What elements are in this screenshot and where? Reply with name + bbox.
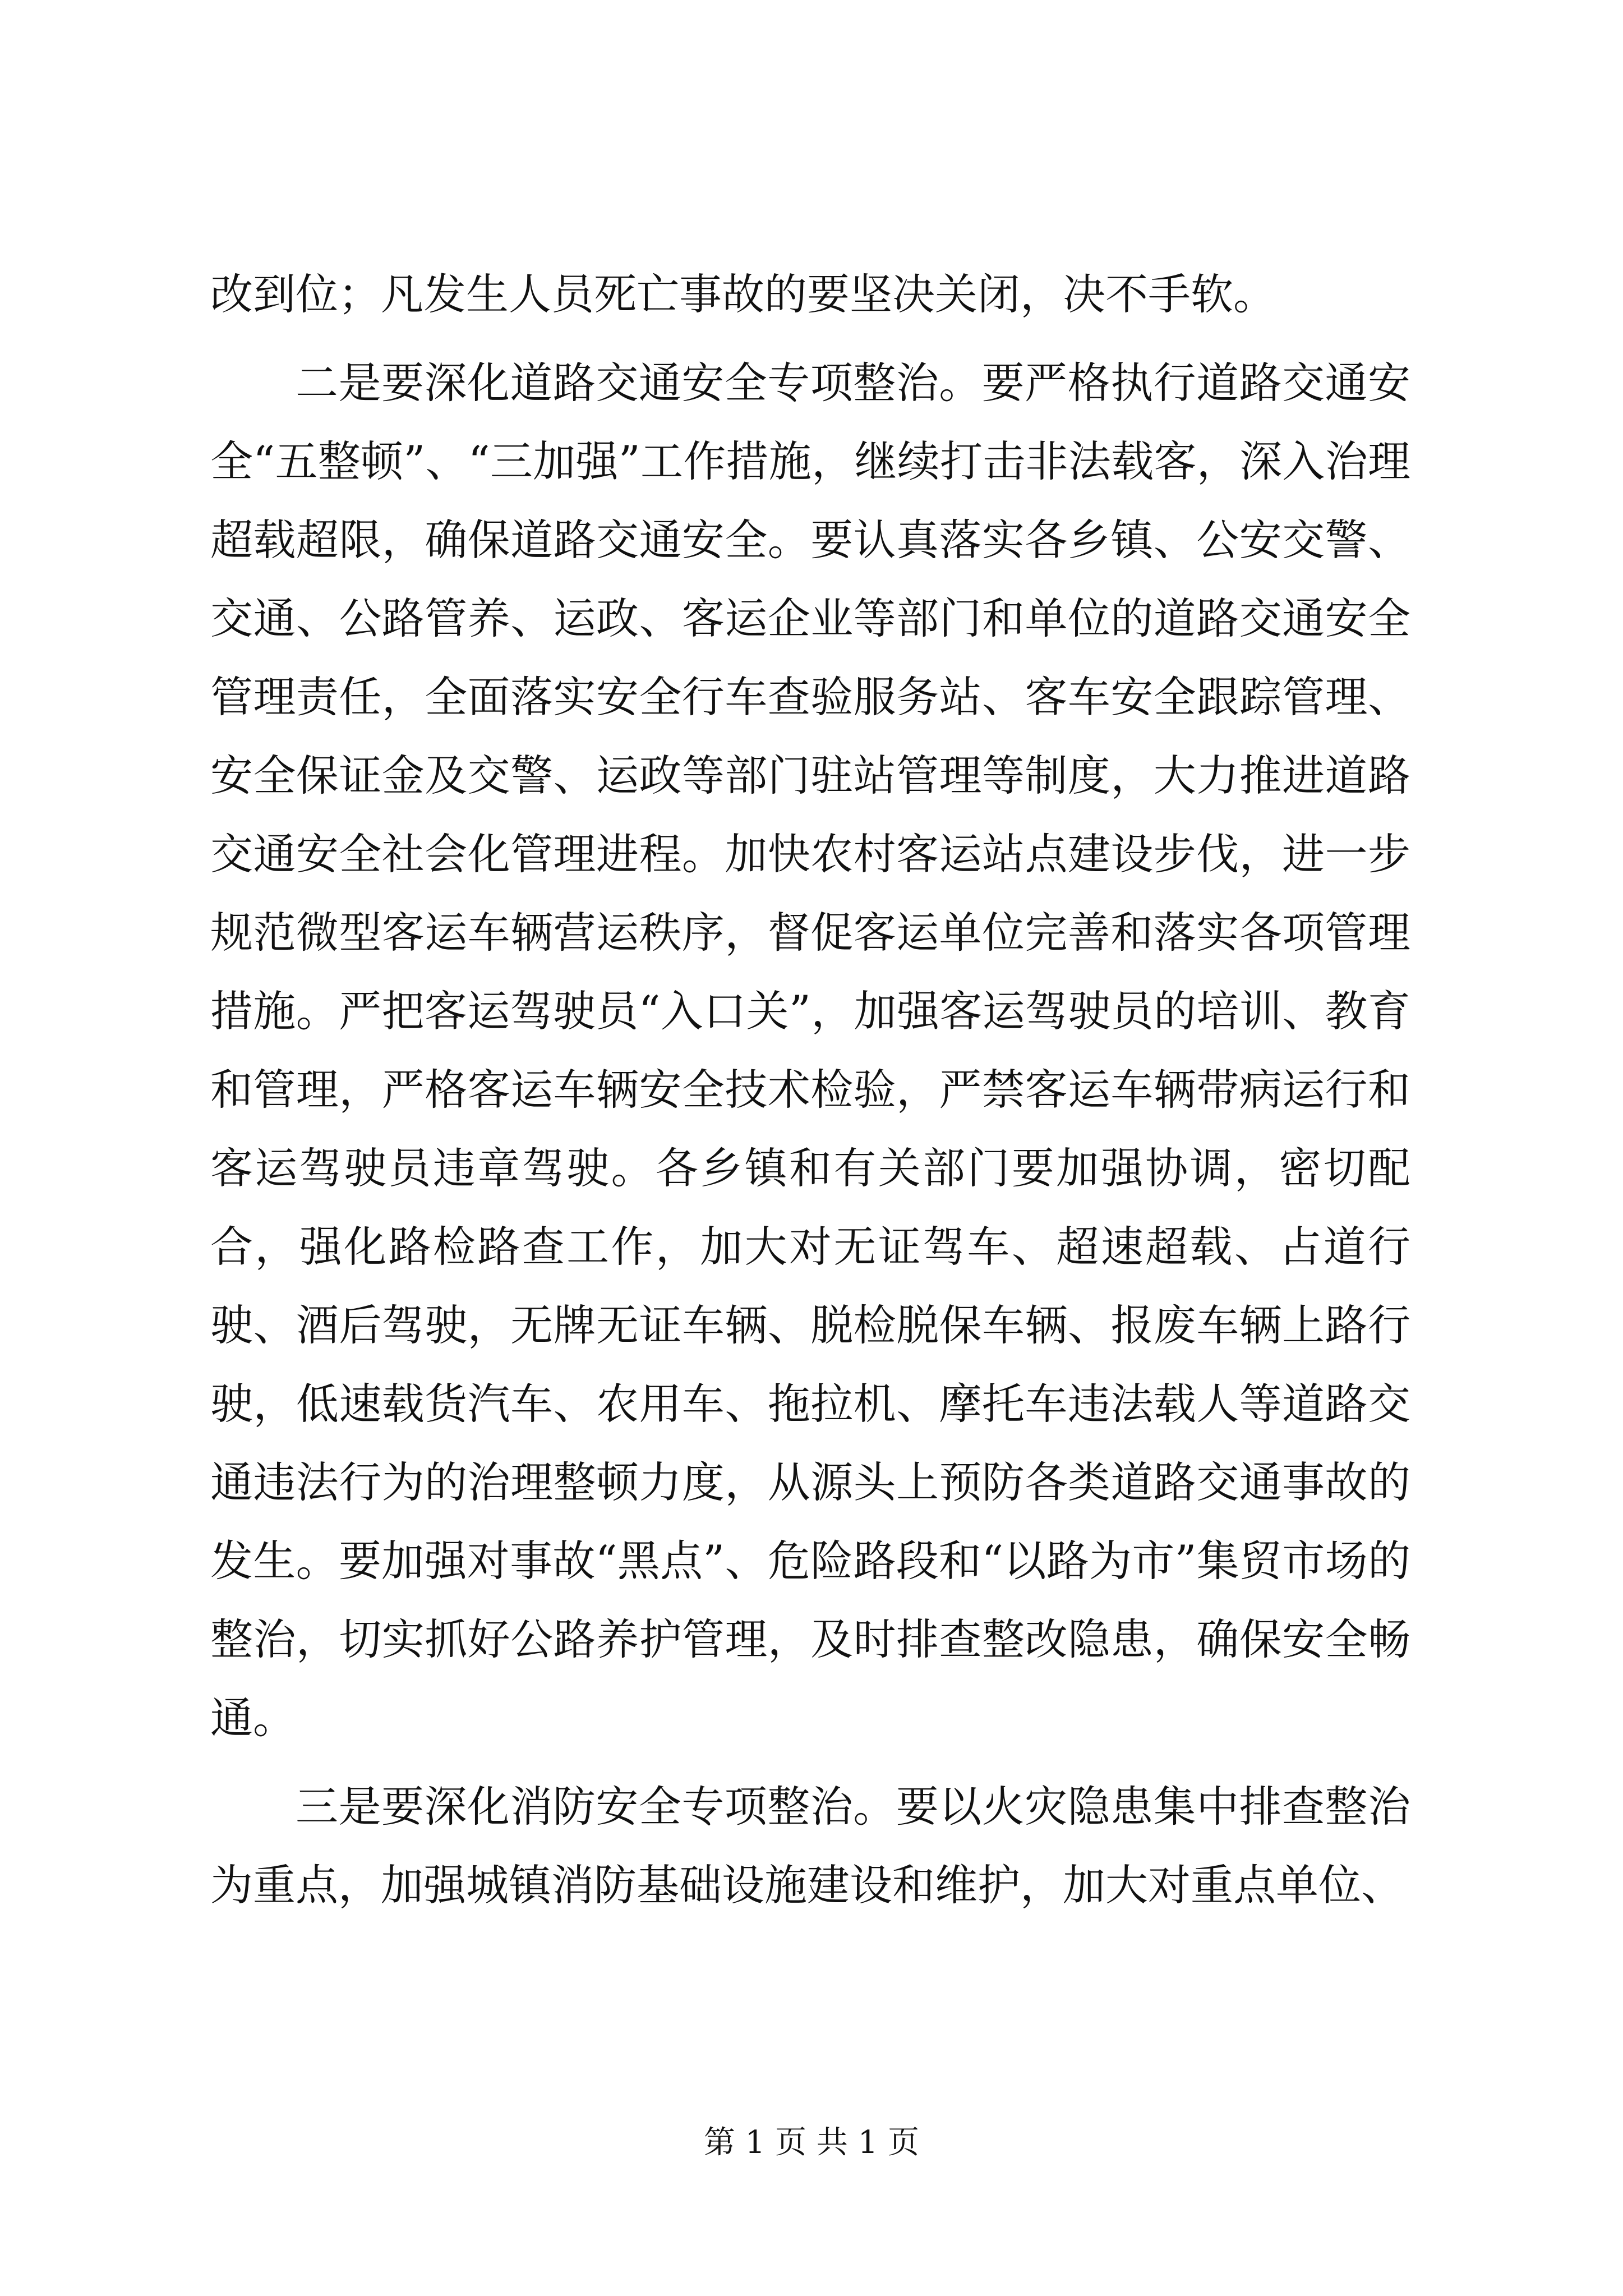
paragraph-continuation: 改到位；凡发生人员死亡事故的要坚决关闭，决不手软。 <box>210 269 1276 319</box>
paragraph-road-traffic-safety: 二是要深化道路交通安全专项整治。要严格执行道路交通安全“五整顿”、“三加强”工作措施，继续打击非法载客，深入治理超载超限，确保道路交通安全。要认真落实各乡镇、公安交警、交通、公路管养、运政、客运企业等部门和单位的道路交通安全管理责任，全面落实安全行车查验服务站、客车安全跟踪管理、安全保证金及交警、运政等部门驻站管理等制度，大力推进道路交通安全社会化管理进程。加快农村客运站点建设步伐，进一步规范微型客运车辆营运秩序，督促客运单位完善和落实各项管理措施。严把客运驾驶员“入口关”，加强客运驾驶员的培训、教育和管理，严格客运车辆安全技术检验，严禁客运车辆带病运行和客运驾驶员违章驾驶。各乡镇和有关部门要加强协调，密切配合，强化路检路查工作，加大对无证驾车、超速超载、占道行驶、酒后驾驶，无牌无证车辆、脱检脱保车辆、报废车辆上路行驶，低速载货汽车、农用车、拖拉机、摩托车违法载人等道路交通违法行为的治理整顿力度，从源头上预防各类道路交通事故的发生。要加强对事故“黑点”、危险路段和“以路为市”集贸市场的整治，切实抓好公路养护管理，及时排查整改隐患，确保安全畅通。 <box>210 358 1410 1743</box>
paragraph-fire-safety: 三是要深化消防安全专项整治。要以火灾隐患集中排查整治为重点，加强城镇消防基础设施建设和维护，加大对重点单位、 <box>210 1782 1410 1910</box>
document-body <box>210 255 1410 1925</box>
page-footer: 第 1 页 共 1 页 <box>703 2124 920 2161</box>
